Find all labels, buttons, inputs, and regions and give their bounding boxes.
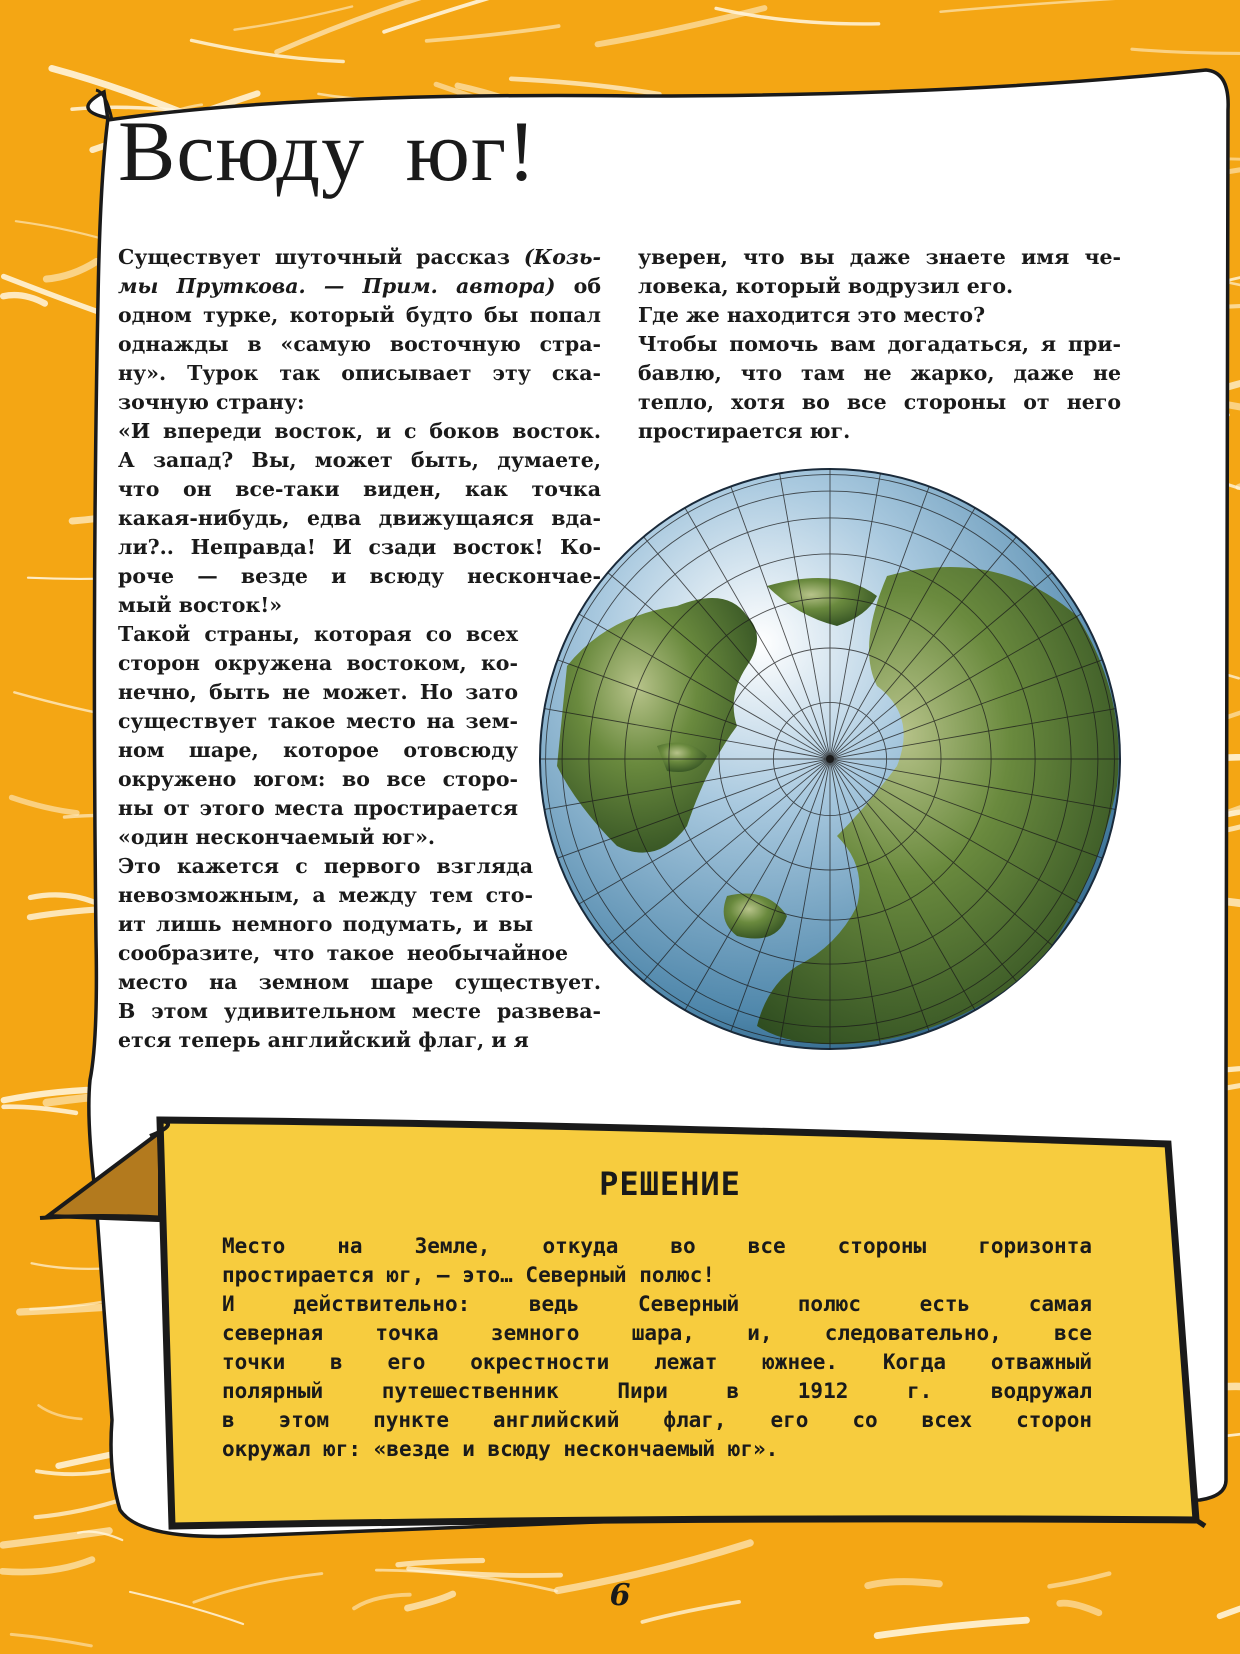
text-segment: Такой страны, которая со всех [118, 622, 518, 646]
solution-line: северная точка земного шара, и, следовательно, все [222, 1321, 1092, 1345]
article-line [118, 620, 518, 649]
article-line [118, 794, 518, 823]
article-line [118, 968, 601, 997]
text-segment: какая-нибудь, едва движущаяся вда- [118, 506, 601, 530]
article-line [118, 852, 533, 881]
article-left-column [118, 243, 601, 1055]
text-segment: что он все-таки виден, как точка [118, 477, 601, 501]
article-line: уверен, что вы даже знаете имя че- [638, 245, 1121, 269]
article-line [118, 707, 518, 736]
text-segment: одном турке, который будто бы попал [118, 303, 601, 327]
article-line [118, 446, 601, 475]
article-line [118, 475, 601, 504]
article-line [118, 388, 601, 417]
article-line [118, 533, 601, 562]
article-line: простирается юг. [638, 419, 851, 443]
article-line [118, 243, 601, 272]
article-line [118, 272, 601, 301]
solution-text [222, 1232, 1092, 1464]
page-title: Всюду юг! [118, 103, 537, 199]
text-segment: «И впереди восток, и с боков восток. [118, 419, 601, 443]
page-number: 6 [609, 1578, 631, 1613]
text-segment: ли?.. Неправда! И сзади восток! Ко- [118, 535, 601, 559]
text-segment: «один нескончаемый юг». [118, 825, 436, 849]
article-line [118, 823, 518, 852]
article-line [118, 736, 518, 765]
text-segment: сторон окружена востоком, ко- [118, 651, 518, 675]
solution-line: точки в его окрестности лежат южнее. Когда отважный [222, 1350, 1092, 1374]
text-segment: об [555, 274, 601, 298]
text-segment: Это кажется с первого взгляда [118, 854, 533, 878]
article-line [118, 330, 601, 359]
article-line: Чтобы помочь вам догадаться, я при- [638, 332, 1121, 356]
article-line [118, 678, 518, 707]
text-segment: роче — везде и всюду нескончае- [118, 564, 601, 588]
text-segment: мый восток!» [118, 593, 283, 617]
text-segment: нечно, быть не может. Но зато [118, 680, 518, 704]
article-line [118, 504, 601, 533]
article-line [118, 301, 601, 330]
text-segment: зочную страну: [118, 390, 305, 414]
solution-line: простирается юг, — это… Северный полюс! [222, 1263, 716, 1287]
text-segment: В этом удивительном месте развева- [118, 999, 601, 1023]
solution-line: в этом пункте английский флаг, его со всех сторон [222, 1408, 1092, 1432]
solution-line: полярный путешественник Пири в 1912 г. водружал [222, 1379, 1092, 1403]
article-line: ловека, который водрузил его. [638, 274, 1014, 298]
article-line: бавлю, что там не жарко, даже не [638, 361, 1121, 385]
article-line: Где же находится это место? [638, 303, 986, 327]
article-line [118, 591, 601, 620]
article-line [118, 765, 518, 794]
solution-line: И действительно: ведь Северный полюс есть самая [222, 1292, 1092, 1316]
text-segment: Существует шуточный рассказ [118, 245, 524, 269]
text-segment: (Козь- [523, 245, 601, 269]
article-line [118, 359, 601, 388]
text-segment: А запад? Вы, может быть, думаете, [118, 448, 601, 472]
text-segment: мы Пруткова. — Прим. автора) [118, 274, 556, 298]
article-line [118, 881, 533, 910]
article-line [118, 997, 601, 1026]
text-segment: сообразите, что такое необычайное [118, 941, 568, 965]
article-line [118, 562, 601, 591]
text-segment: ну». Турок так описывает эту ска- [118, 361, 601, 385]
article-line [118, 649, 518, 678]
text-segment: невозможным, а между тем сто- [118, 883, 533, 907]
solution-line: окружал юг: «везде и всюду нескончаемый юг». [222, 1437, 779, 1461]
text-segment: ном шаре, которое отовсюду [118, 738, 518, 762]
text-segment: ется теперь английский флаг, и я [118, 1028, 529, 1052]
article-line: тепло, хотя во все стороны от него [638, 390, 1121, 414]
article-line [118, 417, 601, 446]
article-line [118, 1026, 601, 1055]
text-segment: существует такое место на зем- [118, 709, 518, 733]
article-right-column [638, 243, 1121, 446]
text-segment: место на земном шаре существует. [118, 970, 601, 994]
north-pole-globe-icon [537, 466, 1123, 1052]
text-segment: окружено югом: во все сторо- [118, 767, 518, 791]
text-segment: ит лишь немного подумать, и вы [118, 912, 533, 936]
article-line [118, 910, 533, 939]
article-line [118, 939, 568, 968]
solution-line: Место на Земле, откуда во все стороны горизонта [222, 1234, 1092, 1258]
solution-heading: РЕШЕНИЕ [599, 1165, 741, 1203]
text-segment: ны от этого места простирается [118, 796, 518, 820]
text-segment: однажды в «самую восточную стра- [118, 332, 601, 356]
